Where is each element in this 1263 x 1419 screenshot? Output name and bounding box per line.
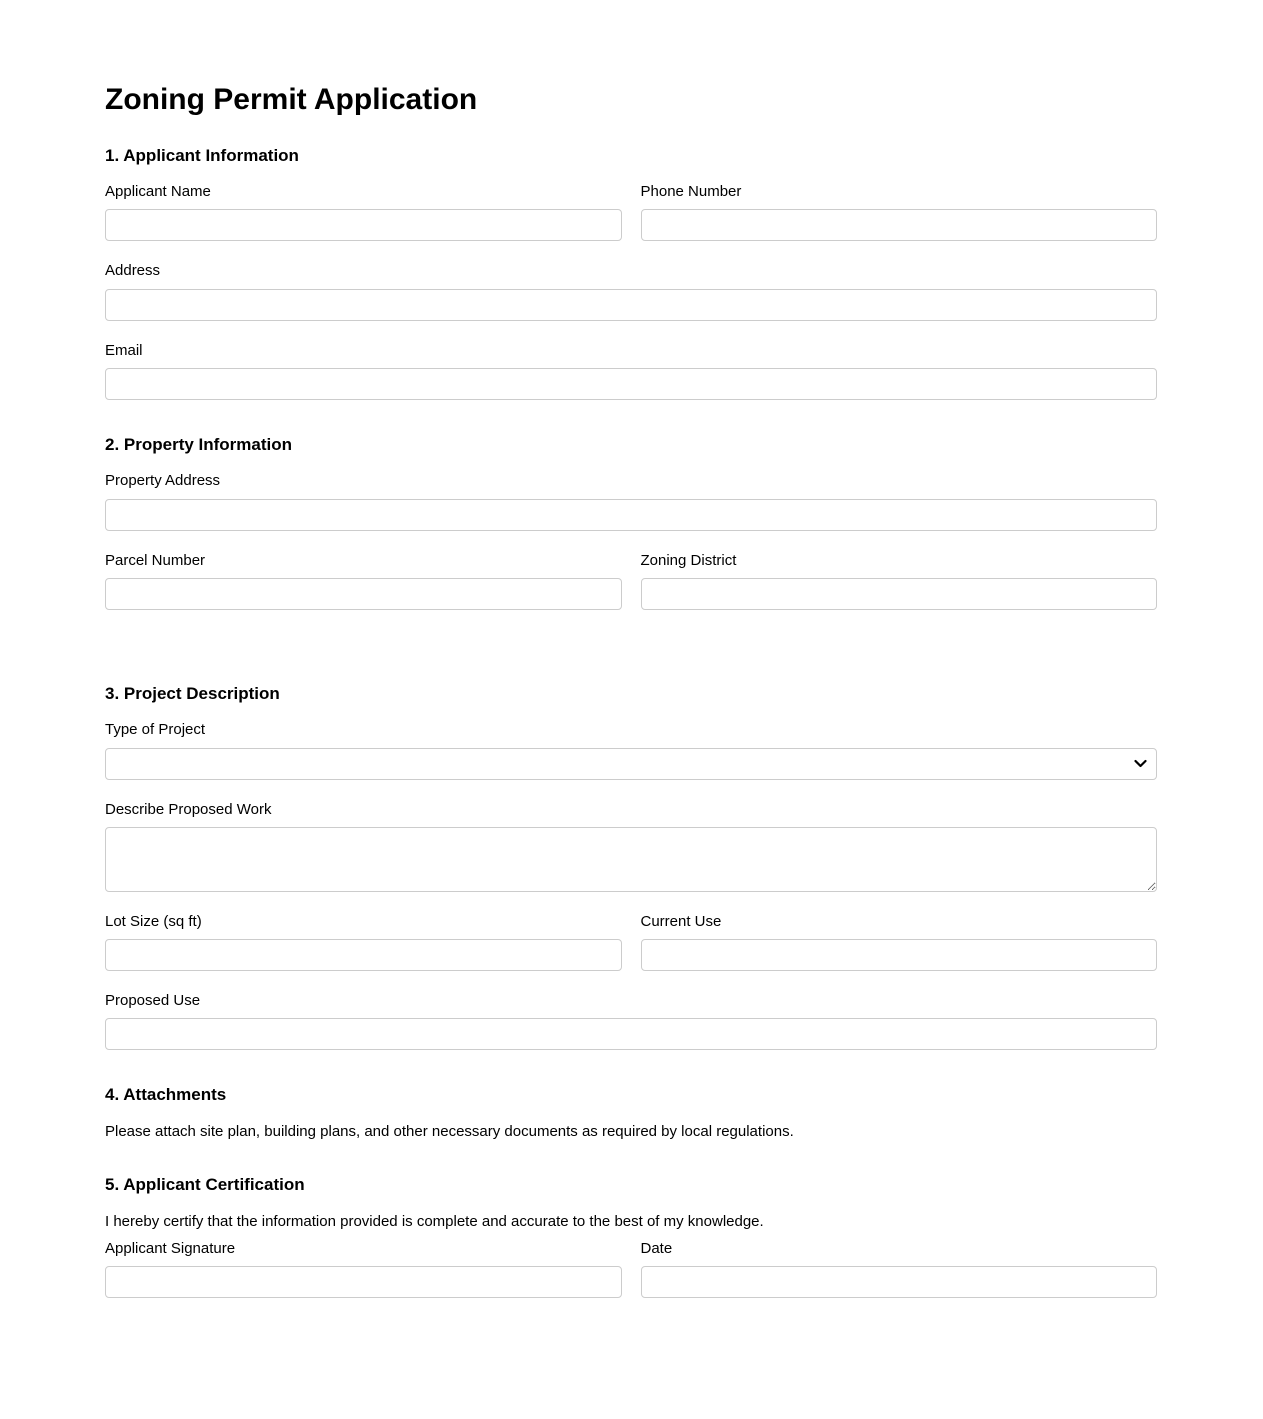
lot-size-input[interactable] — [105, 939, 622, 971]
section-attachments — [105, 1085, 1157, 1140]
applicant-name-field — [105, 183, 622, 241]
address-field — [105, 262, 1157, 320]
section-heading-applicant-information: 1. Applicant Information — [105, 145, 299, 165]
zoning-district-field — [641, 552, 1158, 610]
email-field — [105, 342, 1157, 400]
address-input[interactable] — [105, 289, 1157, 321]
attachments-instructions: Please attach site plan, building plans, and other necessary documents as required by local regulations. — [105, 1122, 794, 1140]
property-address-field — [105, 472, 1157, 530]
section-applicant-certification — [105, 1175, 1157, 1319]
applicant-name-label: Applicant Name — [105, 183, 211, 201]
current-use-label: Current Use — [640, 912, 722, 930]
applicant-signature-input[interactable] — [105, 1266, 622, 1298]
email-input[interactable] — [105, 368, 1157, 400]
lot-size-label: Lot Size (sq ft) — [105, 912, 202, 930]
date-label: Date — [640, 1239, 673, 1257]
section-property-information — [105, 435, 1157, 631]
current-use-field — [641, 913, 1158, 971]
property-address-input[interactable] — [105, 499, 1157, 531]
parcel-number-field — [105, 552, 622, 610]
applicant-signature-label: Applicant Signature — [105, 1239, 236, 1257]
email-label: Email — [105, 341, 143, 359]
phone-number-label: Phone Number — [640, 183, 742, 201]
date-input[interactable] — [641, 1266, 1158, 1298]
phone-number-field — [641, 183, 1158, 241]
parcel-number-input[interactable] — [105, 578, 622, 610]
lot-size-field — [105, 913, 622, 971]
section-heading-property-information: 2. Property Information — [105, 434, 293, 454]
zoning-district-input[interactable] — [641, 578, 1158, 610]
describe-proposed-work-label: Describe Proposed Work — [105, 800, 272, 818]
parcel-zoning-row — [105, 552, 1157, 631]
type-of-project-select[interactable] — [105, 748, 1157, 780]
type-of-project-field — [105, 721, 1157, 779]
proposed-use-input[interactable] — [105, 1018, 1157, 1050]
zoning-district-label: Zoning District — [640, 551, 737, 569]
page-title: Zoning Permit Application — [105, 83, 478, 116]
describe-proposed-work-textarea[interactable] — [105, 827, 1157, 892]
property-address-label: Property Address — [105, 472, 221, 490]
type-of-project-label: Type of Project — [105, 721, 206, 739]
phone-number-input[interactable] — [641, 209, 1158, 241]
section-heading-applicant-certification: 5. Applicant Certification — [105, 1175, 305, 1195]
certification-statement: I hereby certify that the information provided is complete and accurate to the best of my knowledge. — [105, 1212, 764, 1230]
section-applicant-information — [105, 146, 1157, 400]
applicant-name-phone-row — [105, 183, 1157, 262]
applicant-signature-field — [105, 1240, 622, 1298]
proposed-use-field — [105, 992, 1157, 1050]
current-use-input[interactable] — [641, 939, 1158, 971]
section-heading-attachments: 4. Attachments — [105, 1085, 227, 1105]
applicant-name-input[interactable] — [105, 209, 622, 241]
lot-size-current-use-row — [105, 913, 1157, 992]
address-label: Address — [105, 262, 161, 280]
section-project-description — [105, 684, 1157, 1051]
section-heading-project-description: 3. Project Description — [105, 683, 280, 703]
describe-proposed-work-field — [105, 801, 1157, 892]
proposed-use-label: Proposed Use — [105, 992, 201, 1010]
signature-date-row — [105, 1240, 1157, 1319]
date-field — [641, 1240, 1158, 1298]
parcel-number-label: Parcel Number — [105, 551, 206, 569]
